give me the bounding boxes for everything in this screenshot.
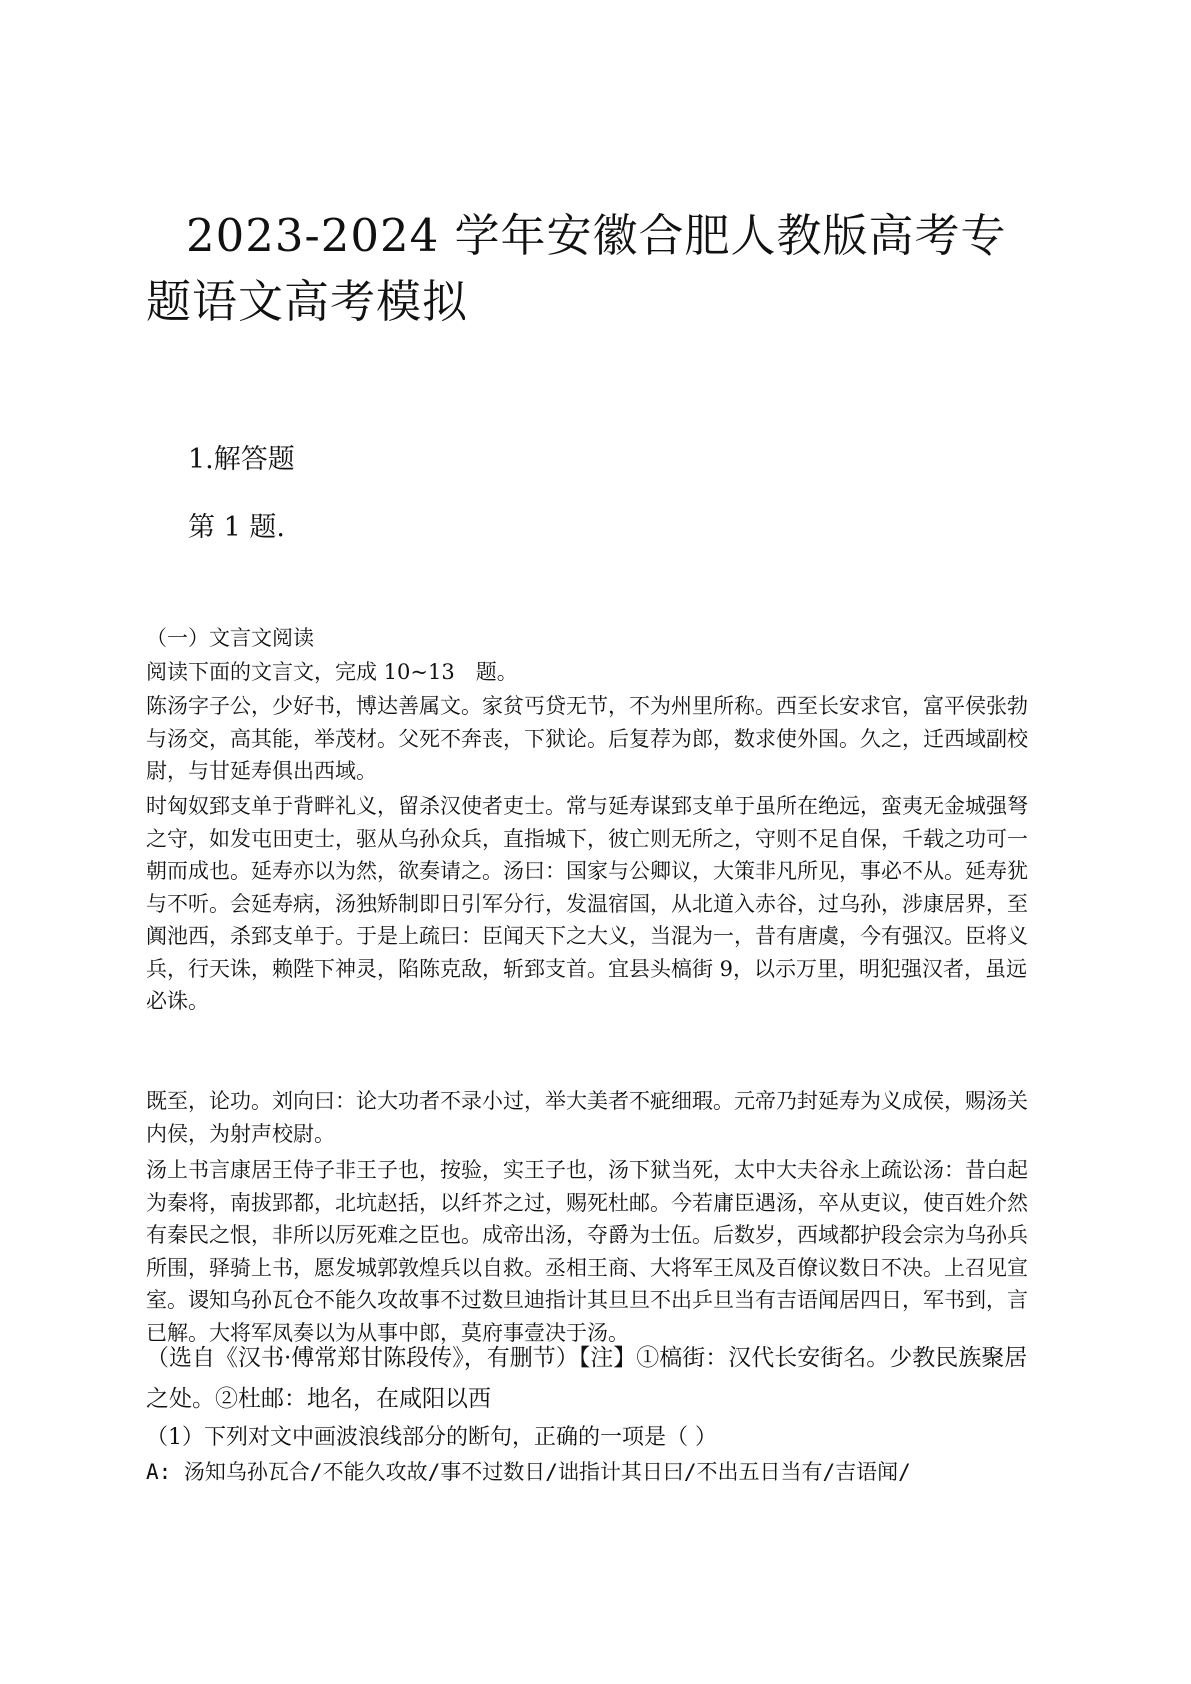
- passage-paragraph: 既至，论功。刘向曰：论大功者不录小过，举大美者不疵细瑕。元帝乃封延寿为义成侯，赐汤关内侯，为射声校尉。: [146, 1089, 1028, 1146]
- passage-paragraph: 时匈奴郅支单于背畔礼义，留杀汉使者吏士。常与延寿谋郅支单于虽所在绝远，蛮夷无金城强弩之守，如发屯田吏士，驱从乌孙众兵，直指城下，彼亡则无所之，守则不足自保，千载之功可一朝而成也。延寿亦以为然，欲奏请之。汤曰：国家与公卿议，大策非凡所见，事必不从。延寿犹与不听。会延寿病，汤独矫制即日引军分行，发温宿国，从北道入赤谷，过乌孙，涉康居界，至阗池西，杀郅支单于。于是上疏曰：臣闻天下之大义，当混为一，昔有唐虞，今有强汉。臣将义兵，行天诛，赖陛下神灵，陷陈克敌，斩郅支首。宜县头槁街 9，以示万里，明犯强汉者，虽远必诛。: [146, 794, 1028, 1013]
- question-number-heading: 第 1 题.: [188, 512, 285, 543]
- passage-paragraph: 汤上书言康居王侍子非王子也，按验，实王子也，汤下狱当死，太中大夫谷永上疏讼汤：昔白起为秦将，南拔郢都，北坑赵括，以纤芥之过，赐死杜邮。今若庸臣遇汤，卒从吏议，使百姓介然有秦民之恨，非所以厉死难之臣也。成帝出汤，夺爵为士伍。后数岁，西域都护段会宗为乌孙兵所围，驿骑上书，愿发城郭敦煌兵以自救。丞相王商、大将军王凤及百僚议数日不决。上召见宣室。谡知乌孙瓦仓不能久攻故事不过数旦迪指计其旦旦不出乒旦当有吉语闻居四日，军书到，言已解。大将军凤奏以为从事中郎，莫府事壹决于汤。: [146, 1158, 1028, 1345]
- question-type-heading: 1.解答题: [188, 444, 295, 475]
- source-note: （选自《汉书·傅常郑甘陈段传》，有删节）【注】①槁街：汉代长安街名。少教民族聚居之处。②杜邮：地名，在咸阳以西: [146, 1345, 1028, 1412]
- passage-paragraph: 陈汤字子公，少好书，博达善属文。家贫丐贷无节，不为州里所称。西至长安求官，富平侯张勃与汤交，高其能，举茂材。父死不奔丧，下狱论。后复荐为郎，数求使外国。久之，迁西域副校尉，与甘延寿俱出西域。: [146, 694, 1028, 783]
- subsection-heading: （一）文言文阅读: [146, 626, 314, 650]
- page-title: 2023-2024 学年安徽合肥人教版高考专题语文高考模拟: [146, 209, 1007, 328]
- reading-instruction: 阅读下面的文言文，完成 10~13 题。: [146, 660, 518, 684]
- option-a: A: 汤知乌孙瓦合/不能久攻故/事不过数日/诎指计其日曰/不出五日当有/吉语闻/: [146, 1460, 911, 1484]
- question-1-prompt: （1）下列对文中画波浪线部分的断句，正确的一项是（ ）: [146, 1425, 717, 1450]
